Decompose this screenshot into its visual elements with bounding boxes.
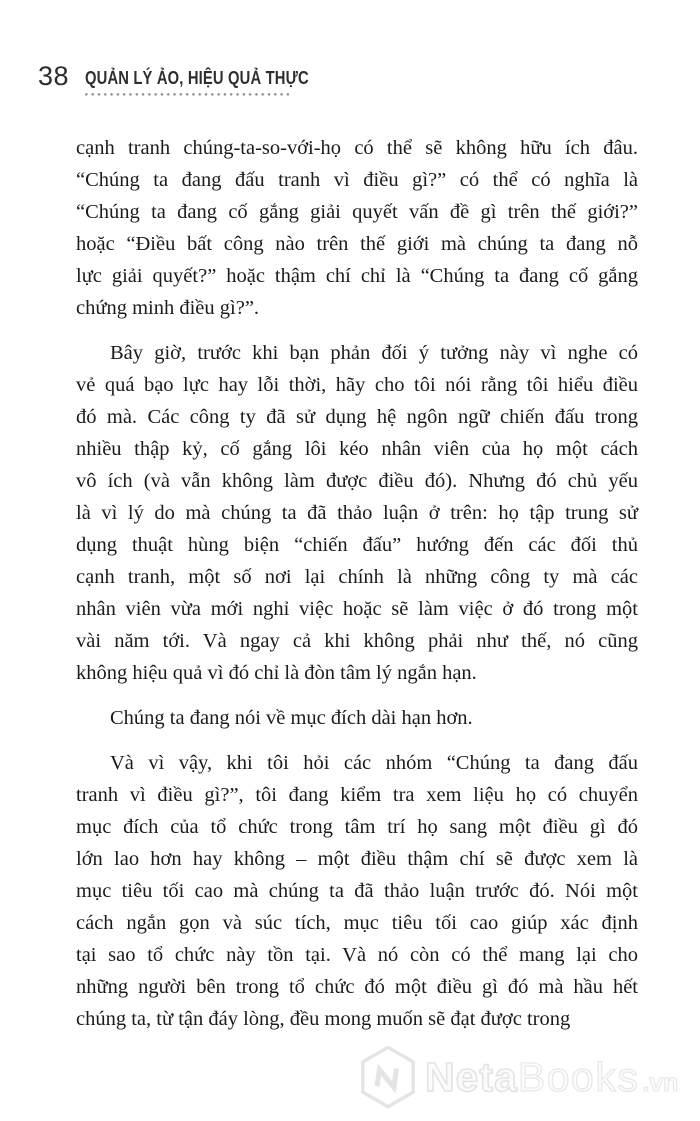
text-line: Bây giờ, trước khi bạn phản đối ý tưởng này vì nghe có — [110, 342, 638, 364]
text-line: lực giải quyết?” hoặc thậm chí chỉ là “Chúng ta đang cố gắng — [76, 265, 638, 287]
text-line: nhân viên vừa mới nghỉ việc hoặc sẽ làm việc ở đó trong một — [76, 598, 638, 620]
body-text — [76, 132, 638, 1035]
text-line: là vì lý do mà chúng ta đã thảo luận ở trên: họ tập trung sử — [76, 502, 638, 524]
dotted-rule — [85, 93, 289, 96]
page-header — [38, 62, 358, 96]
text-line: đó mà. Các công ty đã sử dụng hệ ngôn ngữ chiến đấu trong — [76, 406, 638, 428]
paragraph — [76, 132, 638, 324]
watermark — [360, 1044, 678, 1110]
text-line: không hiệu quả vì đó chỉ là đòn tâm lý ngắn hạn. — [76, 662, 477, 684]
text-line: dụng thuật hùng biện “chiến đấu” hướng đến các đối thủ — [76, 534, 638, 556]
text-line: những người bên trong tổ chức đó một điều gì đó mà hầu hết — [76, 976, 638, 998]
text-line: mục đích của tổ chức trong tâm trí họ sang một điều gì đó — [76, 816, 638, 838]
text-line: vô ích (và vẫn không làm được điều đó). Nhưng đó chủ yếu — [76, 470, 638, 492]
watermark-text — [425, 1054, 678, 1101]
text-line: vài năm tới. Và ngay cả khi không phải như thế, nó cũng — [76, 630, 638, 652]
text-line: cách ngắn gọn và súc tích, mục tiêu tối cao giúp xác định — [76, 912, 638, 934]
text-line: nhiều thập kỷ, cố gắng lôi kéo nhân viên của họ một cách — [76, 438, 638, 460]
text-line: lớn lao hơn hay không – một điều thậm chí sẽ được xem là — [76, 848, 638, 870]
text-line: Và vì vậy, khi tôi hỏi các nhóm “Chúng ta đang đấu — [110, 752, 638, 774]
text-line: vẻ quá bạo lực hay lỗi thời, hãy cho tôi nói rằng tôi hiểu điều — [76, 374, 638, 396]
text-line: Chúng ta đang nói về mục đích dài hạn hơn. — [110, 707, 473, 729]
paragraph — [76, 337, 638, 689]
paragraph — [76, 702, 638, 734]
text-line: tại sao tổ chức này tồn tại. Và nó còn có thể mang lại cho — [76, 944, 638, 966]
text-line: “Chúng ta đang cố gắng giải quyết vấn đề gì trên thế giới?” — [76, 201, 638, 223]
text-line: cạnh tranh, một số nơi lại chính là những công ty mà các — [76, 566, 638, 588]
watermark-domain-label: .vn — [642, 1068, 679, 1097]
text-line: cạnh tranh chúng-ta-so-với-họ có thể sẽ không hữu ích đâu. — [76, 137, 638, 159]
running-title: QUẢN LÝ ẢO, HIỆU QUẢ THỰC — [85, 68, 309, 88]
page-number: 38 — [38, 61, 70, 91]
text-line: chúng ta, từ tận đáy lòng, đều mong muốn sẽ đạt được trong — [76, 1008, 571, 1030]
text-line: mục tiêu tối cao mà chúng ta đã thảo luận trước đó. Nói một — [76, 880, 638, 902]
text-line: tranh vì điều gì?”, tôi đang kiểm tra xem liệu họ có chuyển — [76, 784, 638, 806]
watermark-books-label: Books — [517, 1053, 640, 1100]
paragraph — [76, 747, 638, 1035]
text-line: hoặc “Điều bất công nào trên thế giới mà chúng ta đang nỗ — [76, 233, 638, 255]
text-line: chứng minh điều gì?”. — [76, 297, 260, 319]
netabooks-hexagon-n-logo-icon — [360, 1045, 416, 1109]
running-title-block — [85, 62, 358, 96]
text-line: “Chúng ta đang đấu tranh vì điều gì?” có thể có nghĩa là — [76, 169, 638, 191]
watermark-neta-label: Neta — [425, 1053, 518, 1100]
